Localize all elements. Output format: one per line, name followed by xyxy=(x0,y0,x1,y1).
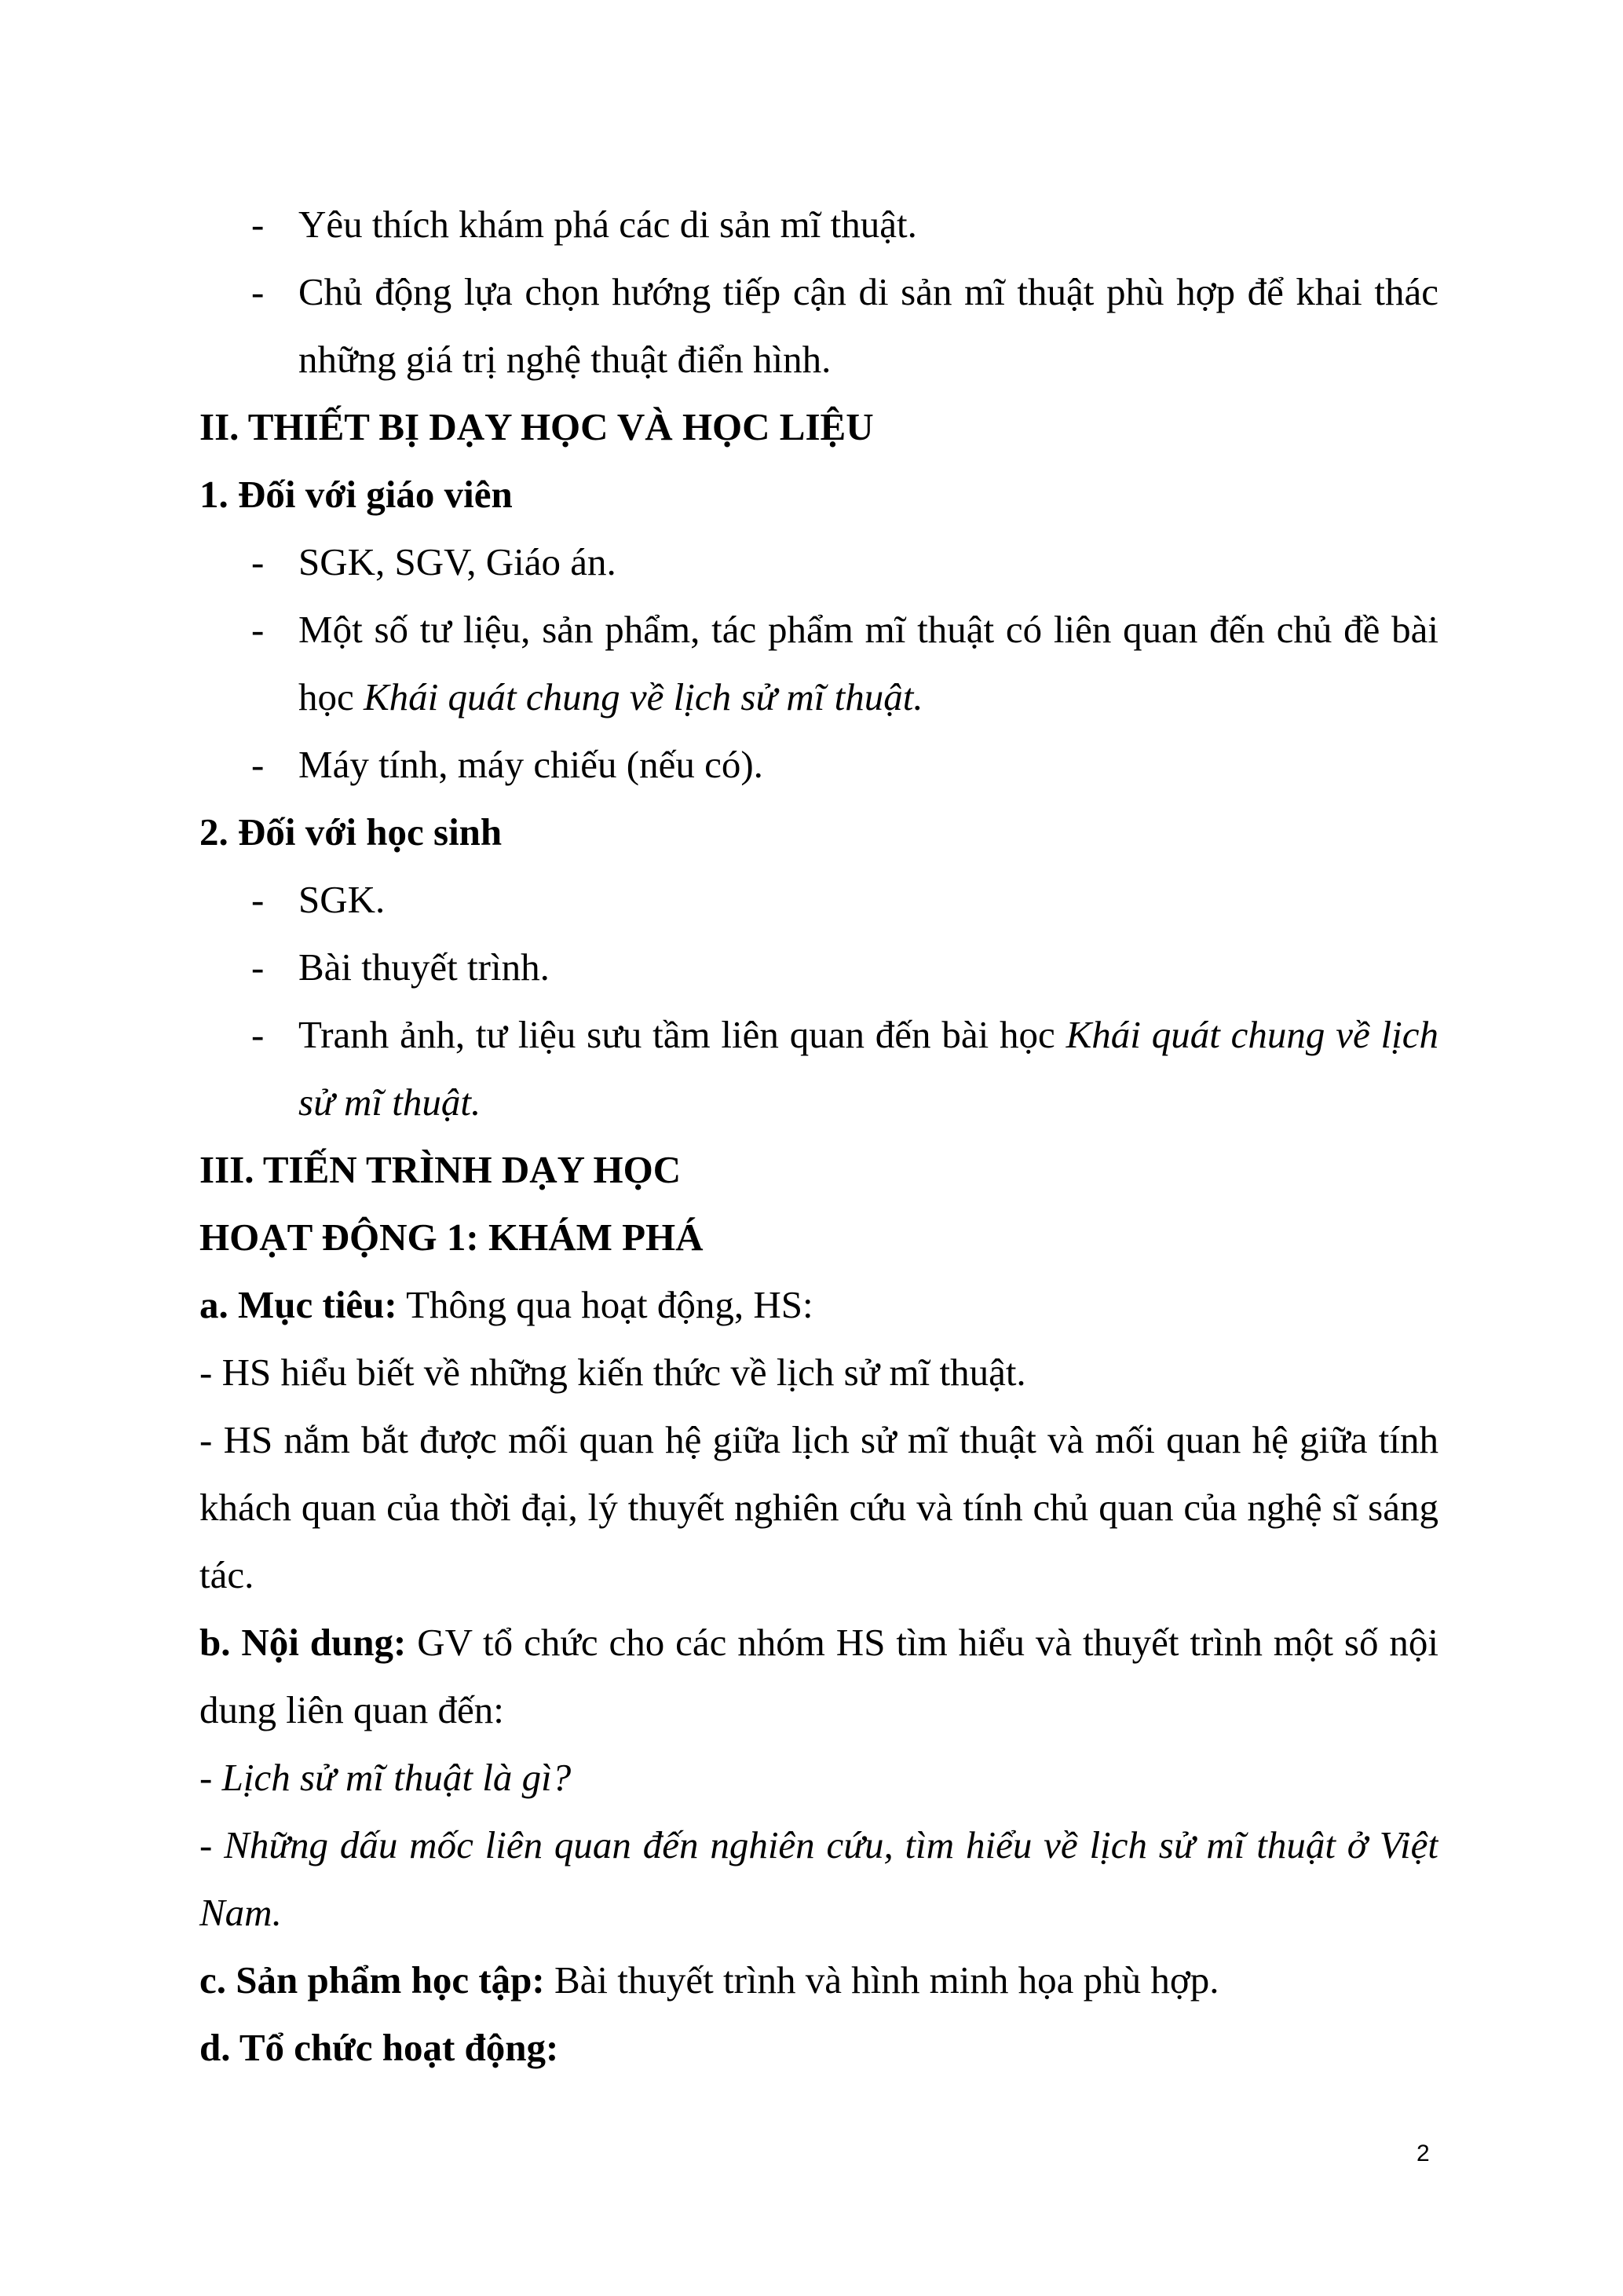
text-run: Máy tính, máy chiếu (nếu có). xyxy=(298,743,763,786)
paragraph-line xyxy=(199,1676,1438,1744)
italic-text: Nam. xyxy=(199,1891,282,1934)
bold-text: c. Sản phẩm học tập: xyxy=(199,1958,545,2002)
italic-text: Những dấu mốc liên quan đến nghiên cứu, tìm hiểu về lịch sử mĩ thuật ở Việt xyxy=(224,1823,1438,1866)
bullet-line xyxy=(199,258,1438,326)
bullet-line xyxy=(199,326,1438,393)
paragraph-line xyxy=(199,1947,1438,2014)
bullet-dash: - xyxy=(251,743,265,786)
paragraph-line xyxy=(199,1474,1438,1541)
bullet-line xyxy=(199,596,1438,664)
bullet-dash: - xyxy=(251,878,265,921)
bullet-line xyxy=(199,866,1438,934)
bullet-dash: - xyxy=(251,608,265,651)
bullet-dash: - xyxy=(251,203,265,246)
bullet-dash: - xyxy=(251,945,265,989)
text-run: Yêu thích khám phá các di sản mĩ thuật. xyxy=(298,203,917,246)
text-run: - HS nắm bắt được mối quan hệ giữa lịch sử mĩ thuật và mối quan hệ giữa tính xyxy=(199,1418,1438,1461)
text-run: - xyxy=(199,1823,225,1866)
paragraph-line xyxy=(199,1339,1438,1406)
bullet-line xyxy=(199,1069,1438,1136)
bold-text: d. Tổ chức hoạt động: xyxy=(199,2026,559,2069)
heading-line xyxy=(199,2014,1438,2082)
italic-text: Khái quát chung về lịch xyxy=(1066,1013,1438,1056)
text-run: dung liên quan đến: xyxy=(199,1688,504,1731)
bold-text: III. TIẾN TRÌNH DẠY HỌC xyxy=(199,1148,682,1191)
bullet-line xyxy=(199,528,1438,596)
bold-text: HOẠT ĐỘNG 1: KHÁM PHÁ xyxy=(199,1216,704,1259)
bullet-dash: - xyxy=(251,540,265,583)
paragraph-line xyxy=(199,1812,1438,1879)
text-run: Bài thuyết trình và hình minh họa phù hợp. xyxy=(544,1958,1219,2002)
bullet-line xyxy=(199,934,1438,1001)
italic-text: Lịch sử mĩ thuật là gì? xyxy=(221,1756,572,1799)
text-run: GV tổ chức cho các nhóm HS tìm hiểu và thuyết trình một số nội xyxy=(406,1621,1438,1664)
heading-line xyxy=(199,799,1438,866)
text-run: những giá trị nghệ thuật điển hình. xyxy=(298,338,832,381)
paragraph-line xyxy=(199,1744,1438,1812)
text-run: Chủ động lựa chọn hướng tiếp cận di sản mĩ thuật phù hợp để khai thác xyxy=(298,270,1438,313)
text-run: Tranh ảnh, tư liệu sưu tầm liên quan đến bài học xyxy=(298,1013,1066,1056)
text-run: Thông qua hoạt động, HS: xyxy=(397,1283,813,1326)
text-run: học xyxy=(298,675,364,718)
text-run: tác. xyxy=(199,1553,254,1596)
heading-line xyxy=(199,393,1438,461)
heading-line xyxy=(199,1136,1438,1204)
bold-text: 1. Đối với giáo viên xyxy=(199,473,513,516)
paragraph-line xyxy=(199,1879,1438,1947)
document-body xyxy=(199,191,1438,2082)
bold-text: II. THIẾT BỊ DẠY HỌC VÀ HỌC LIỆU xyxy=(199,405,874,448)
paragraph-line xyxy=(199,1271,1438,1339)
text-run: - xyxy=(199,1756,222,1799)
text-run: SGK, SGV, Giáo án. xyxy=(298,540,616,583)
italic-text: sử mĩ thuật. xyxy=(298,1080,481,1124)
heading-line xyxy=(199,1204,1438,1271)
bullet-line xyxy=(199,191,1438,258)
bold-text: 2. Đối với học sinh xyxy=(199,810,503,854)
bold-text: b. Nội dung: xyxy=(199,1621,407,1664)
text-run: Một số tư liệu, sản phẩm, tác phẩm mĩ thuật có liên quan đến chủ đề bài xyxy=(298,608,1438,651)
page-number: 2 xyxy=(1416,2141,1430,2166)
paragraph-line xyxy=(199,1541,1438,1609)
paragraph-line xyxy=(199,1406,1438,1474)
text-run: khách quan của thời đại, lý thuyết nghiên cứu và tính chủ quan của nghệ sĩ sáng xyxy=(199,1486,1438,1529)
text-run: - HS hiểu biết về những kiến thức về lịch sử mĩ thuật. xyxy=(199,1351,1026,1394)
bold-text: a. Mục tiêu: xyxy=(199,1283,397,1326)
italic-text: Khái quát chung về lịch sử mĩ thuật. xyxy=(364,675,923,718)
bullet-line xyxy=(199,731,1438,799)
bullet-line xyxy=(199,664,1438,731)
bullet-dash: - xyxy=(251,270,265,313)
bullet-dash: - xyxy=(251,1013,265,1056)
text-run: Bài thuyết trình. xyxy=(298,945,550,989)
paragraph-line xyxy=(199,1609,1438,1676)
heading-line xyxy=(199,461,1438,528)
text-run: SGK. xyxy=(298,878,386,921)
bullet-line xyxy=(199,1001,1438,1069)
